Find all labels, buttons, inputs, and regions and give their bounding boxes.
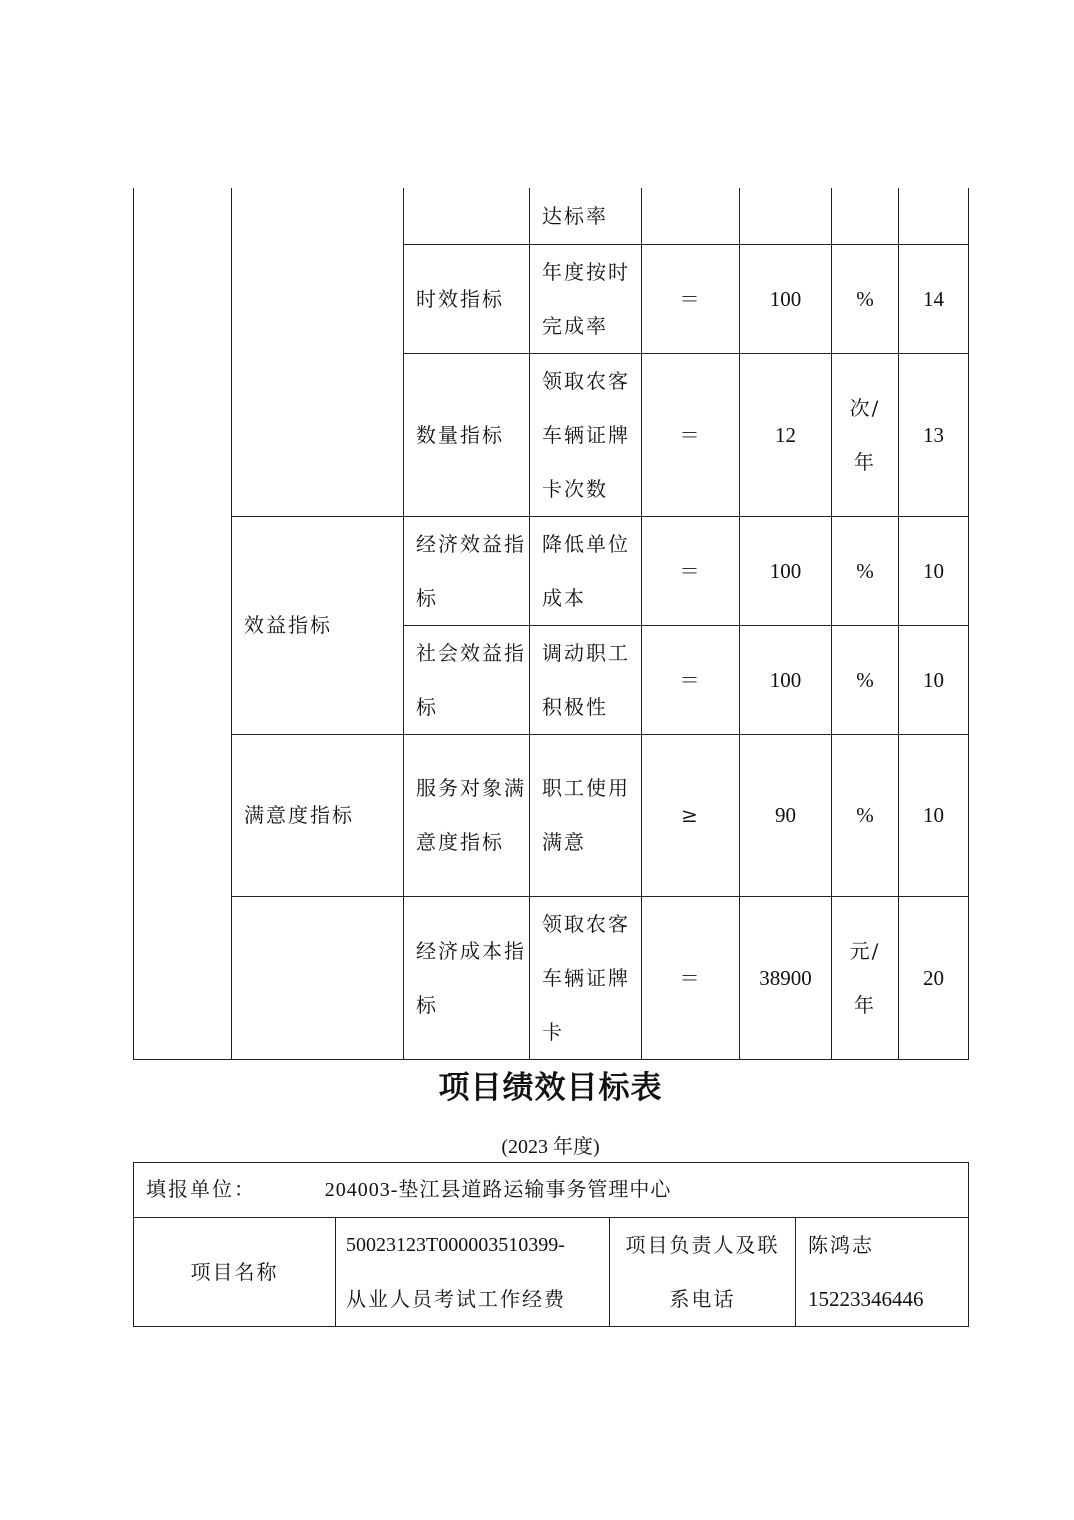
project-title: 从业人员考试工作经费 xyxy=(346,1287,566,1311)
value-cell: 38900 xyxy=(740,896,832,1059)
year-label: (2023 年度) xyxy=(501,1136,600,1158)
score-cell: 10 xyxy=(899,734,969,896)
operator-cell: ＝ xyxy=(642,244,740,353)
value-cell: 12 xyxy=(740,353,832,516)
project-code: 50023123T000003510399- xyxy=(346,1234,565,1256)
score-cell: 10 xyxy=(899,625,969,734)
level3-cell: 社会效益指标 xyxy=(404,625,530,734)
contact-label-line2: 系电话 xyxy=(669,1287,736,1311)
level3-cell xyxy=(404,188,530,244)
indicator-name: 职工使用满意 xyxy=(530,734,642,896)
contact-phone: 15223346446 xyxy=(808,1287,924,1311)
value-cell: 100 xyxy=(740,244,832,353)
operator-cell xyxy=(642,188,740,244)
level2-cell: 满意度指标 xyxy=(232,734,404,896)
value-cell xyxy=(740,188,832,244)
unit-cell xyxy=(832,188,899,244)
operator-cell: ＝ xyxy=(642,625,740,734)
score-cell: 10 xyxy=(899,516,969,625)
table-row xyxy=(134,734,969,896)
unit-cell: % xyxy=(832,625,899,734)
fill-unit-row xyxy=(134,1163,969,1218)
fill-unit-label: 填报单位： xyxy=(146,1177,256,1201)
level3-cell: 数量指标 xyxy=(404,353,530,516)
unit-cell: % xyxy=(832,516,899,625)
indicator-table xyxy=(133,188,969,1060)
value-cell: 90 xyxy=(740,734,832,896)
level2-cell xyxy=(232,188,404,516)
level3-cell: 服务对象满意度指标 xyxy=(404,734,530,896)
project-info-table xyxy=(133,1162,969,1327)
value-cell: 100 xyxy=(740,625,832,734)
level2-cell: 效益指标 xyxy=(232,516,404,734)
operator-cell: ＝ xyxy=(642,516,740,625)
table-row xyxy=(134,516,969,625)
indicator-name: 年度按时完成率 xyxy=(530,244,642,353)
level3-cell: 经济效益指标 xyxy=(404,516,530,625)
indicator-name: 领取农客车辆证牌卡次数 xyxy=(530,353,642,516)
level3-cell: 时效指标 xyxy=(404,244,530,353)
level2-cell xyxy=(232,896,404,1059)
score-cell xyxy=(899,188,969,244)
operator-cell: ≥ xyxy=(642,734,740,896)
project-row xyxy=(134,1218,969,1327)
indicator-name: 领取农客车辆证牌卡 xyxy=(530,896,642,1059)
indicator-name: 达标率 xyxy=(530,188,642,244)
score-cell: 20 xyxy=(899,896,969,1059)
table-row xyxy=(134,188,969,244)
indicator-name: 降低单位成本 xyxy=(530,516,642,625)
indicator-name: 调动职工积极性 xyxy=(530,625,642,734)
contact-name: 陈鸿志 xyxy=(808,1233,874,1257)
operator-cell: ＝ xyxy=(642,896,740,1059)
operator-cell: ＝ xyxy=(642,353,740,516)
unit-cell: % xyxy=(832,244,899,353)
score-cell: 13 xyxy=(899,353,969,516)
level1-cell xyxy=(134,188,232,1059)
fill-unit-value: 204003-垫江县道路运输事务管理中心 xyxy=(324,1179,672,1201)
table-row xyxy=(134,896,969,1059)
project-name-label: 项目名称 xyxy=(134,1218,336,1327)
score-cell: 14 xyxy=(899,244,969,353)
page-title: 项目绩效目标表 xyxy=(438,1070,663,1106)
unit-cell: 元/年 xyxy=(832,896,899,1059)
level3-cell: 经济成本指标 xyxy=(404,896,530,1059)
unit-cell: 次/年 xyxy=(832,353,899,516)
unit-cell: % xyxy=(832,734,899,896)
value-cell: 100 xyxy=(740,516,832,625)
contact-label-line1: 项目负责人及联 xyxy=(625,1233,780,1257)
